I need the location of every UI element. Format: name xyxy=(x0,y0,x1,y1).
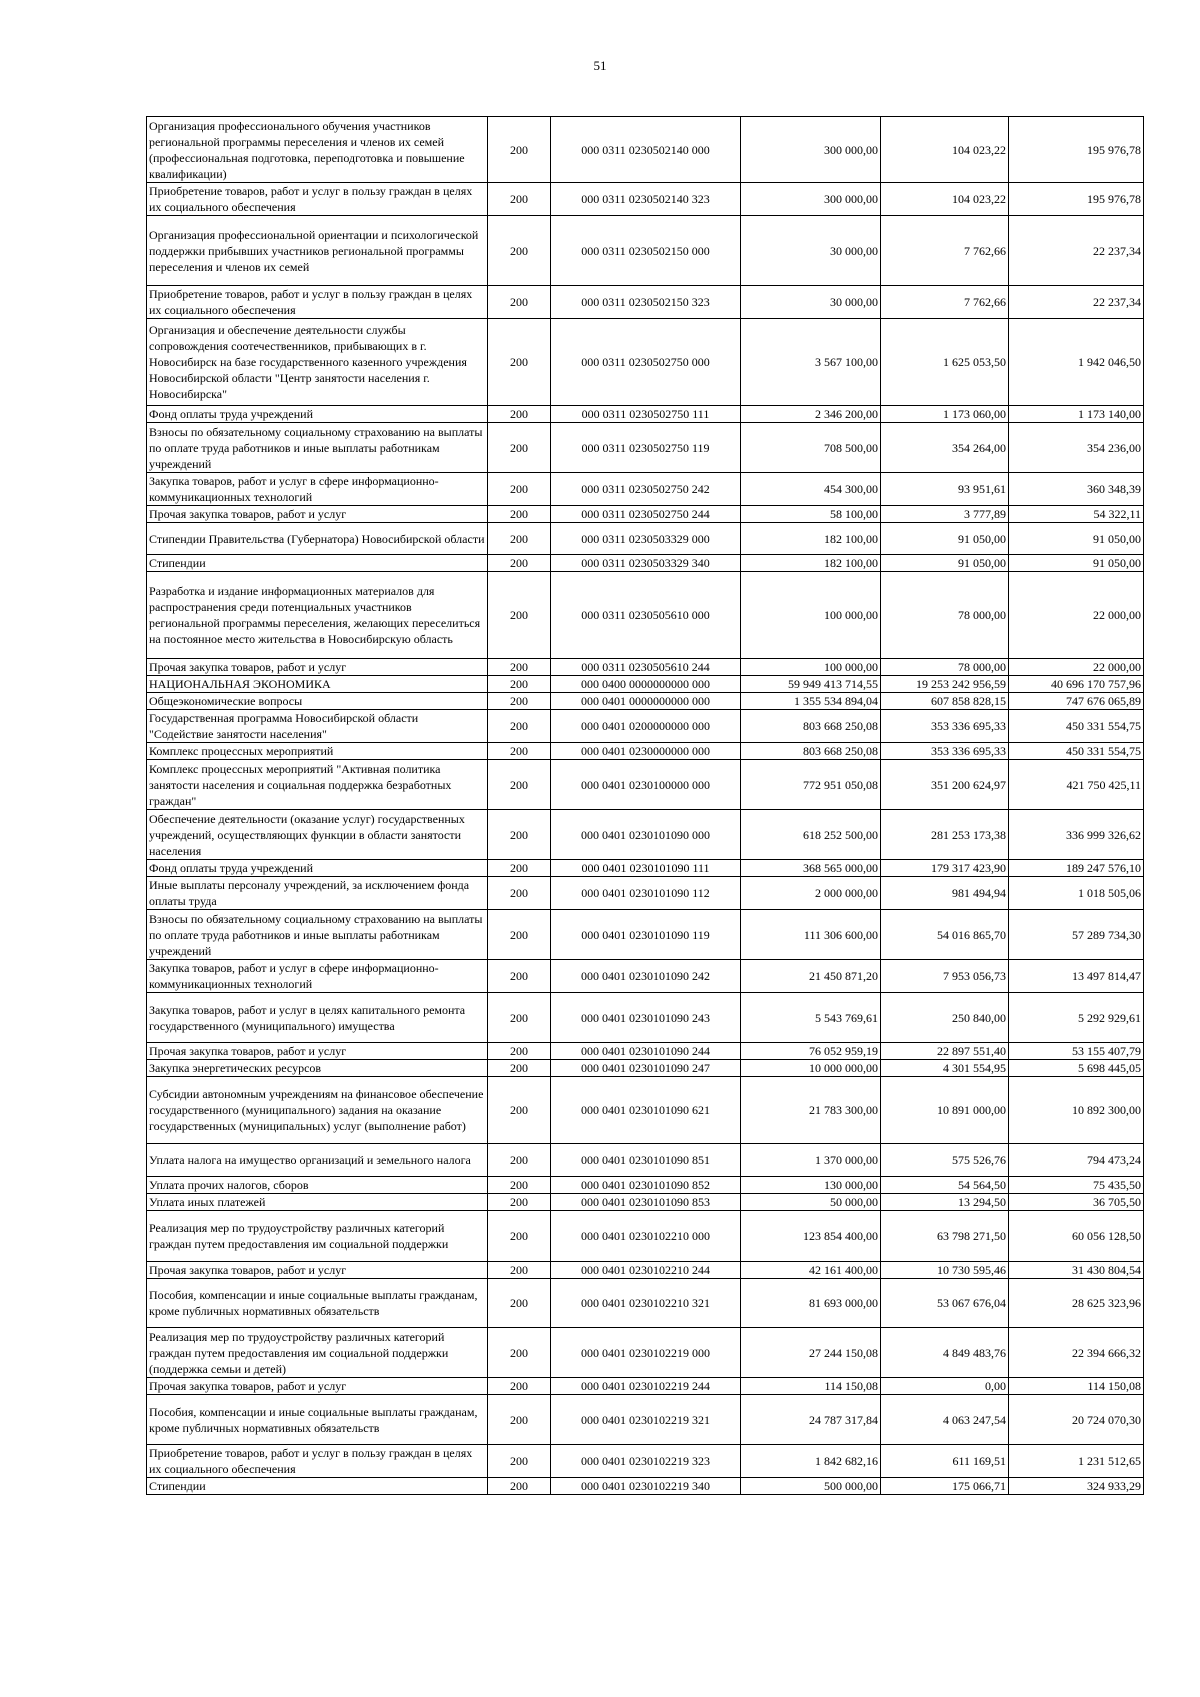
row-approved: 368 565 000,00 xyxy=(741,860,881,877)
table-row xyxy=(147,1177,1144,1194)
table-row xyxy=(147,693,1144,710)
row-kbk: 000 0401 0230101090 247 xyxy=(551,1060,741,1077)
row-name: Взносы по обязательному социальному страхованию на выплаты по оплате труда работников и иные выплаты работникам учреждений xyxy=(147,910,488,960)
row-remaining: 31 430 804,54 xyxy=(1009,1262,1144,1279)
row-name: Реализация мер по трудоустройству различных категорий граждан путем предоставления им социальной поддержки xyxy=(147,1211,488,1262)
row-name: Стипендии Правительства (Губернатора) Новосибирской области xyxy=(147,523,488,555)
row-remaining: 91 050,00 xyxy=(1009,523,1144,555)
row-kbk: 000 0311 0230502150 323 xyxy=(551,286,741,319)
row-kbk: 000 0311 0230502140 323 xyxy=(551,183,741,216)
row-executed: 611 169,51 xyxy=(881,1445,1009,1478)
row-executed: 7 762,66 xyxy=(881,216,1009,286)
row-kbk: 000 0401 0230102219 323 xyxy=(551,1445,741,1478)
row-executed: 7 953 056,73 xyxy=(881,960,1009,993)
table-row xyxy=(147,423,1144,473)
row-remaining: 22 000,00 xyxy=(1009,659,1144,676)
table-row xyxy=(147,659,1144,676)
row-code: 200 xyxy=(488,117,551,183)
table-row xyxy=(147,1279,1144,1328)
table-row xyxy=(147,860,1144,877)
row-executed: 250 840,00 xyxy=(881,993,1009,1043)
row-executed: 4 063 247,54 xyxy=(881,1395,1009,1445)
row-kbk: 000 0311 0230502750 000 xyxy=(551,319,741,406)
row-code: 200 xyxy=(488,1478,551,1495)
row-code: 200 xyxy=(488,506,551,523)
table-row xyxy=(147,523,1144,555)
row-approved: 100 000,00 xyxy=(741,659,881,676)
row-remaining: 794 473,24 xyxy=(1009,1144,1144,1177)
row-kbk: 000 0401 0230101090 111 xyxy=(551,860,741,877)
table-row xyxy=(147,1194,1144,1211)
row-remaining: 60 056 128,50 xyxy=(1009,1211,1144,1262)
row-code: 200 xyxy=(488,993,551,1043)
row-name: Уплата налога на имущество организаций и земельного налога xyxy=(147,1144,488,1177)
row-kbk: 000 0401 0230101090 852 xyxy=(551,1177,741,1194)
row-remaining: 5 292 929,61 xyxy=(1009,993,1144,1043)
row-name: Пособия, компенсации и иные социальные выплаты гражданам, кроме публичных нормативных обязательств xyxy=(147,1395,488,1445)
row-code: 200 xyxy=(488,1194,551,1211)
table-row xyxy=(147,910,1144,960)
table-row xyxy=(147,1060,1144,1077)
row-approved: 1 842 682,16 xyxy=(741,1445,881,1478)
row-remaining: 10 892 300,00 xyxy=(1009,1077,1144,1144)
row-executed: 63 798 271,50 xyxy=(881,1211,1009,1262)
row-kbk: 000 0311 0230503329 340 xyxy=(551,555,741,572)
row-remaining: 421 750 425,11 xyxy=(1009,760,1144,810)
row-executed: 78 000,00 xyxy=(881,572,1009,659)
table-row xyxy=(147,1144,1144,1177)
row-code: 200 xyxy=(488,1211,551,1262)
row-executed: 54 016 865,70 xyxy=(881,910,1009,960)
row-remaining: 57 289 734,30 xyxy=(1009,910,1144,960)
row-remaining: 1 018 505,06 xyxy=(1009,877,1144,910)
row-code: 200 xyxy=(488,710,551,743)
table-row xyxy=(147,743,1144,760)
row-name: Реализация мер по трудоустройству различных категорий граждан путем предоставления им социальной поддержки (поддержка семьи и детей) xyxy=(147,1328,488,1378)
row-kbk: 000 0401 0230101090 119 xyxy=(551,910,741,960)
row-remaining: 91 050,00 xyxy=(1009,555,1144,572)
row-remaining: 189 247 576,10 xyxy=(1009,860,1144,877)
row-executed: 1 625 053,50 xyxy=(881,319,1009,406)
row-approved: 24 787 317,84 xyxy=(741,1395,881,1445)
row-code: 200 xyxy=(488,1328,551,1378)
page-number: 51 xyxy=(593,58,607,73)
row-remaining: 1 231 512,65 xyxy=(1009,1445,1144,1478)
row-approved: 182 100,00 xyxy=(741,523,881,555)
row-executed: 13 294,50 xyxy=(881,1194,1009,1211)
row-name: Фонд оплаты труда учреждений xyxy=(147,406,488,423)
row-remaining: 324 933,29 xyxy=(1009,1478,1144,1495)
table-row xyxy=(147,286,1144,319)
row-name: Комплекс процессных мероприятий xyxy=(147,743,488,760)
row-approved: 81 693 000,00 xyxy=(741,1279,881,1328)
row-executed: 607 858 828,15 xyxy=(881,693,1009,710)
row-executed: 104 023,22 xyxy=(881,117,1009,183)
table-row xyxy=(147,1328,1144,1378)
row-approved: 42 161 400,00 xyxy=(741,1262,881,1279)
row-code: 200 xyxy=(488,760,551,810)
table-row xyxy=(147,1043,1144,1060)
row-code: 200 xyxy=(488,1043,551,1060)
table-row xyxy=(147,319,1144,406)
row-executed: 93 951,61 xyxy=(881,473,1009,506)
table-row xyxy=(147,555,1144,572)
row-executed: 19 253 242 956,59 xyxy=(881,676,1009,693)
row-remaining: 354 236,00 xyxy=(1009,423,1144,473)
row-executed: 281 253 173,38 xyxy=(881,810,1009,860)
row-code: 200 xyxy=(488,286,551,319)
row-remaining: 53 155 407,79 xyxy=(1009,1043,1144,1060)
table-row xyxy=(147,877,1144,910)
row-kbk: 000 0401 0230101090 112 xyxy=(551,877,741,910)
row-name: Иные выплаты персоналу учреждений, за исключением фонда оплаты труда xyxy=(147,877,488,910)
row-name: Закупка энергетических ресурсов xyxy=(147,1060,488,1077)
row-remaining: 747 676 065,89 xyxy=(1009,693,1144,710)
table-row xyxy=(147,760,1144,810)
row-kbk: 000 0401 0230101090 851 xyxy=(551,1144,741,1177)
row-remaining: 1 942 046,50 xyxy=(1009,319,1144,406)
row-remaining: 450 331 554,75 xyxy=(1009,710,1144,743)
row-kbk: 000 0401 0230101090 242 xyxy=(551,960,741,993)
row-approved: 300 000,00 xyxy=(741,183,881,216)
table-row xyxy=(147,406,1144,423)
row-approved: 123 854 400,00 xyxy=(741,1211,881,1262)
row-kbk: 000 0401 0230102219 244 xyxy=(551,1378,741,1395)
row-approved: 5 543 769,61 xyxy=(741,993,881,1043)
row-code: 200 xyxy=(488,183,551,216)
row-kbk: 000 0311 0230502750 242 xyxy=(551,473,741,506)
row-code: 200 xyxy=(488,1445,551,1478)
row-executed: 981 494,94 xyxy=(881,877,1009,910)
row-approved: 2 000 000,00 xyxy=(741,877,881,910)
row-executed: 1 173 060,00 xyxy=(881,406,1009,423)
row-remaining: 13 497 814,47 xyxy=(1009,960,1144,993)
table-row xyxy=(147,810,1144,860)
table-row xyxy=(147,117,1144,183)
row-approved: 1 370 000,00 xyxy=(741,1144,881,1177)
row-remaining: 40 696 170 757,96 xyxy=(1009,676,1144,693)
row-approved: 182 100,00 xyxy=(741,555,881,572)
row-code: 200 xyxy=(488,473,551,506)
table-row xyxy=(147,1211,1144,1262)
row-approved: 803 668 250,08 xyxy=(741,743,881,760)
row-remaining: 195 976,78 xyxy=(1009,183,1144,216)
row-remaining: 5 698 445,05 xyxy=(1009,1060,1144,1077)
row-code: 200 xyxy=(488,572,551,659)
row-remaining: 28 625 323,96 xyxy=(1009,1279,1144,1328)
row-name: Взносы по обязательному социальному страхованию на выплаты по оплате труда работников и иные выплаты работникам учреждений xyxy=(147,423,488,473)
row-remaining: 22 237,34 xyxy=(1009,216,1144,286)
row-code: 200 xyxy=(488,319,551,406)
row-code: 200 xyxy=(488,523,551,555)
row-remaining: 195 976,78 xyxy=(1009,117,1144,183)
row-code: 200 xyxy=(488,1144,551,1177)
row-code: 200 xyxy=(488,555,551,572)
row-name: Закупка товаров, работ и услуг в сфере информационно-коммуникационных технологий xyxy=(147,473,488,506)
table-row xyxy=(147,710,1144,743)
table-row xyxy=(147,1077,1144,1144)
row-name: Прочая закупка товаров, работ и услуг xyxy=(147,659,488,676)
row-name: Приобретение товаров, работ и услуг в пользу граждан в целях их социального обеспечения xyxy=(147,286,488,319)
row-approved: 58 100,00 xyxy=(741,506,881,523)
row-kbk: 000 0311 0230505610 000 xyxy=(551,572,741,659)
row-kbk: 000 0401 0230102210 321 xyxy=(551,1279,741,1328)
row-approved: 114 150,08 xyxy=(741,1378,881,1395)
row-approved: 130 000,00 xyxy=(741,1177,881,1194)
row-kbk: 000 0400 0000000000 000 xyxy=(551,676,741,693)
row-approved: 803 668 250,08 xyxy=(741,710,881,743)
table-row xyxy=(147,216,1144,286)
table-row xyxy=(147,183,1144,216)
row-code: 200 xyxy=(488,659,551,676)
row-approved: 772 951 050,08 xyxy=(741,760,881,810)
row-approved: 618 252 500,00 xyxy=(741,810,881,860)
row-executed: 179 317 423,90 xyxy=(881,860,1009,877)
row-code: 200 xyxy=(488,676,551,693)
row-name: Прочая закупка товаров, работ и услуг xyxy=(147,1378,488,1395)
row-executed: 575 526,76 xyxy=(881,1144,1009,1177)
row-name: Общеэкономические вопросы xyxy=(147,693,488,710)
row-executed: 353 336 695,33 xyxy=(881,743,1009,760)
row-kbk: 000 0311 0230502750 244 xyxy=(551,506,741,523)
row-kbk: 000 0311 0230505610 244 xyxy=(551,659,741,676)
row-name: Стипендии xyxy=(147,555,488,572)
row-name: Пособия, компенсации и иные социальные выплаты гражданам, кроме публичных нормативных обязательств xyxy=(147,1279,488,1328)
row-remaining: 54 322,11 xyxy=(1009,506,1144,523)
row-code: 200 xyxy=(488,1395,551,1445)
budget-execution-table xyxy=(146,116,1144,1495)
row-name: Организация профессиональной ориентации и психологической поддержки прибывших участников региональной программы переселения и членов их семей xyxy=(147,216,488,286)
row-remaining: 22 394 666,32 xyxy=(1009,1328,1144,1378)
row-executed: 10 891 000,00 xyxy=(881,1077,1009,1144)
row-approved: 708 500,00 xyxy=(741,423,881,473)
row-code: 200 xyxy=(488,1378,551,1395)
row-approved: 50 000,00 xyxy=(741,1194,881,1211)
row-kbk: 000 0311 0230503329 000 xyxy=(551,523,741,555)
row-executed: 7 762,66 xyxy=(881,286,1009,319)
row-executed: 353 336 695,33 xyxy=(881,710,1009,743)
row-executed: 53 067 676,04 xyxy=(881,1279,1009,1328)
row-name: Организация и обеспечение деятельности службы сопровождения соотечественников, прибывающих в г. Новосибирск на базе государственного казенного учреждения Новосибирской области "Центр занятости населения г. Новосибирска" xyxy=(147,319,488,406)
row-executed: 4 849 483,76 xyxy=(881,1328,1009,1378)
row-executed: 91 050,00 xyxy=(881,523,1009,555)
row-kbk: 000 0401 0230102210 244 xyxy=(551,1262,741,1279)
row-remaining: 22 237,34 xyxy=(1009,286,1144,319)
row-name: Комплекс процессных мероприятий "Активная политика занятости населения и социальная поддержка безработных граждан" xyxy=(147,760,488,810)
row-name: Прочая закупка товаров, работ и услуг xyxy=(147,1262,488,1279)
row-executed: 22 897 551,40 xyxy=(881,1043,1009,1060)
row-name: Уплата прочих налогов, сборов xyxy=(147,1177,488,1194)
row-approved: 59 949 413 714,55 xyxy=(741,676,881,693)
row-remaining: 336 999 326,62 xyxy=(1009,810,1144,860)
row-executed: 104 023,22 xyxy=(881,183,1009,216)
row-name: Приобретение товаров, работ и услуг в пользу граждан в целях их социального обеспечения xyxy=(147,183,488,216)
row-name: Стипендии xyxy=(147,1478,488,1495)
row-approved: 10 000 000,00 xyxy=(741,1060,881,1077)
row-kbk: 000 0311 0230502150 000 xyxy=(551,216,741,286)
row-remaining: 1 173 140,00 xyxy=(1009,406,1144,423)
table-row xyxy=(147,993,1144,1043)
row-name: Приобретение товаров, работ и услуг в пользу граждан в целях их социального обеспечения xyxy=(147,1445,488,1478)
row-approved: 3 567 100,00 xyxy=(741,319,881,406)
row-kbk: 000 0401 0200000000 000 xyxy=(551,710,741,743)
table-row xyxy=(147,1395,1144,1445)
row-name: Разработка и издание информационных материалов для распространения среди потенциальных участников региональной программы переселения, желающих переселиться на постоянное место жительства в Новосибирскую область xyxy=(147,572,488,659)
row-code: 200 xyxy=(488,1279,551,1328)
row-kbk: 000 0401 0230101090 244 xyxy=(551,1043,741,1060)
row-executed: 175 066,71 xyxy=(881,1478,1009,1495)
row-code: 200 xyxy=(488,693,551,710)
row-kbk: 000 0401 0230102219 340 xyxy=(551,1478,741,1495)
row-name: Фонд оплаты труда учреждений xyxy=(147,860,488,877)
row-executed: 91 050,00 xyxy=(881,555,1009,572)
table-row xyxy=(147,1478,1144,1495)
row-approved: 454 300,00 xyxy=(741,473,881,506)
row-name: Прочая закупка товаров, работ и услуг xyxy=(147,1043,488,1060)
row-kbk: 000 0401 0230102210 000 xyxy=(551,1211,741,1262)
row-remaining: 114 150,08 xyxy=(1009,1378,1144,1395)
row-name: Закупка товаров, работ и услуг в сфере информационно-коммуникационных технологий xyxy=(147,960,488,993)
row-approved: 300 000,00 xyxy=(741,117,881,183)
row-approved: 21 783 300,00 xyxy=(741,1077,881,1144)
row-code: 200 xyxy=(488,1060,551,1077)
row-kbk: 000 0311 0230502750 111 xyxy=(551,406,741,423)
row-name: Обеспечение деятельности (оказание услуг) государственных учреждений, осуществляющих функции в области занятости населения xyxy=(147,810,488,860)
row-approved: 100 000,00 xyxy=(741,572,881,659)
row-remaining: 75 435,50 xyxy=(1009,1177,1144,1194)
row-kbk: 000 0401 0000000000 000 xyxy=(551,693,741,710)
row-remaining: 360 348,39 xyxy=(1009,473,1144,506)
table-body xyxy=(147,117,1144,1495)
row-kbk: 000 0401 0230101090 853 xyxy=(551,1194,741,1211)
row-kbk: 000 0401 0230101090 621 xyxy=(551,1077,741,1144)
row-code: 200 xyxy=(488,1262,551,1279)
table-row xyxy=(147,676,1144,693)
row-remaining: 36 705,50 xyxy=(1009,1194,1144,1211)
row-approved: 21 450 871,20 xyxy=(741,960,881,993)
row-kbk: 000 0311 0230502140 000 xyxy=(551,117,741,183)
table-row xyxy=(147,960,1144,993)
row-code: 200 xyxy=(488,1077,551,1144)
row-name: Прочая закупка товаров, работ и услуг xyxy=(147,506,488,523)
table-row xyxy=(147,1378,1144,1395)
row-approved: 500 000,00 xyxy=(741,1478,881,1495)
row-code: 200 xyxy=(488,960,551,993)
row-remaining: 450 331 554,75 xyxy=(1009,743,1144,760)
row-executed: 4 301 554,95 xyxy=(881,1060,1009,1077)
row-code: 200 xyxy=(488,1177,551,1194)
row-name: Государственная программа Новосибирской области "Содействие занятости населения" xyxy=(147,710,488,743)
row-approved: 30 000,00 xyxy=(741,286,881,319)
row-name: Закупка товаров, работ и услуг в целях капитального ремонта государственного (муниципального) имущества xyxy=(147,993,488,1043)
row-code: 200 xyxy=(488,406,551,423)
row-executed: 0,00 xyxy=(881,1378,1009,1395)
row-kbk: 000 0401 0230102219 321 xyxy=(551,1395,741,1445)
row-approved: 2 346 200,00 xyxy=(741,406,881,423)
row-executed: 3 777,89 xyxy=(881,506,1009,523)
row-remaining: 20 724 070,30 xyxy=(1009,1395,1144,1445)
row-approved: 76 052 959,19 xyxy=(741,1043,881,1060)
row-name: Уплата иных платежей xyxy=(147,1194,488,1211)
row-executed: 78 000,00 xyxy=(881,659,1009,676)
table-row xyxy=(147,1262,1144,1279)
row-code: 200 xyxy=(488,216,551,286)
row-name: НАЦИОНАЛЬНАЯ ЭКОНОМИКА xyxy=(147,676,488,693)
row-kbk: 000 0401 0230100000 000 xyxy=(551,760,741,810)
row-executed: 54 564,50 xyxy=(881,1177,1009,1194)
row-kbk: 000 0401 0230101090 243 xyxy=(551,993,741,1043)
row-name: Субсидии автономным учреждениям на финансовое обеспечение государственного (муниципального) задания на оказание государственных (муниципальных) услуг (выполнение работ) xyxy=(147,1077,488,1144)
row-remaining: 22 000,00 xyxy=(1009,572,1144,659)
row-executed: 354 264,00 xyxy=(881,423,1009,473)
row-kbk: 000 0401 0230000000 000 xyxy=(551,743,741,760)
row-name: Организация профессионального обучения участников региональной программы переселения и членов их семей (профессиональная подготовка, переподготовка и повышение квалификации) xyxy=(147,117,488,183)
table-row xyxy=(147,1445,1144,1478)
row-kbk: 000 0401 0230101090 000 xyxy=(551,810,741,860)
row-code: 200 xyxy=(488,743,551,760)
row-approved: 111 306 600,00 xyxy=(741,910,881,960)
row-kbk: 000 0311 0230502750 119 xyxy=(551,423,741,473)
table-row xyxy=(147,572,1144,659)
row-approved: 1 355 534 894,04 xyxy=(741,693,881,710)
row-code: 200 xyxy=(488,860,551,877)
row-kbk: 000 0401 0230102219 000 xyxy=(551,1328,741,1378)
row-code: 200 xyxy=(488,423,551,473)
row-code: 200 xyxy=(488,910,551,960)
row-approved: 30 000,00 xyxy=(741,216,881,286)
row-executed: 10 730 595,46 xyxy=(881,1262,1009,1279)
row-code: 200 xyxy=(488,877,551,910)
table-row xyxy=(147,506,1144,523)
row-executed: 351 200 624,97 xyxy=(881,760,1009,810)
table-row xyxy=(147,473,1144,506)
row-code: 200 xyxy=(488,810,551,860)
row-approved: 27 244 150,08 xyxy=(741,1328,881,1378)
